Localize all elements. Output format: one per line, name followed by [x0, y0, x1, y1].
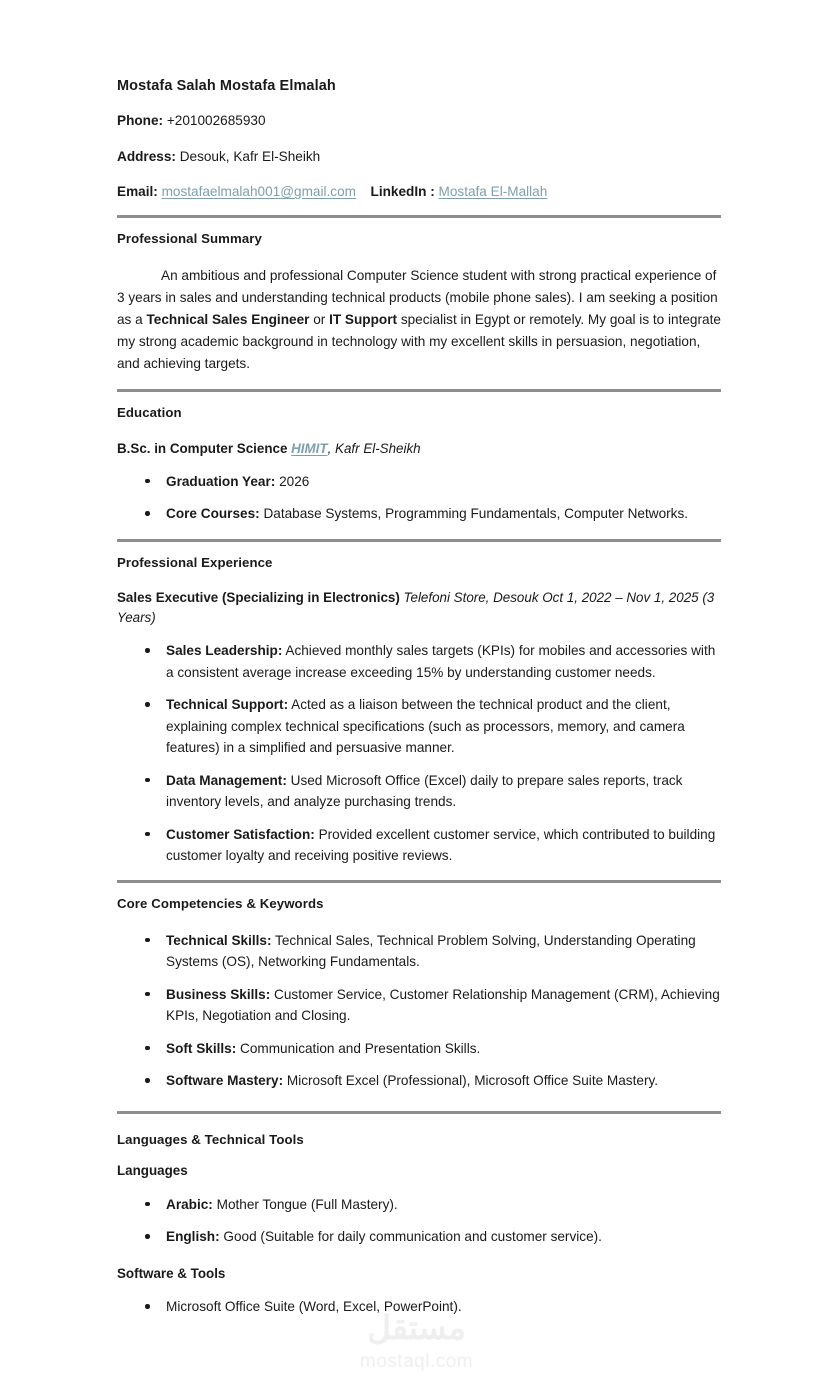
list-item	[117, 984, 721, 1027]
phone-label: Phone:	[117, 113, 164, 129]
bullet-text: Communication and Presentation Skills.	[236, 1040, 481, 1056]
watermark-arabic-logo: مستقل	[367, 1309, 466, 1346]
section-core-competencies	[117, 896, 721, 1091]
bullet-text: Achieved monthly sales targets (KPIs) for mobiles and accessories with a consistent average increase exceeding 15% by understanding customer needs.	[166, 643, 716, 680]
bullet-label: English:	[166, 1229, 220, 1245]
spacer	[117, 1248, 721, 1264]
section-title-competencies: Core Competencies & Keywords	[117, 896, 324, 912]
divider-after-competencies	[117, 1092, 721, 1132]
section-divider	[117, 389, 721, 392]
summary-bold-2: IT Support	[329, 311, 398, 327]
header-block	[117, 78, 721, 201]
bullet-text: Microsoft Office Suite (Word, Excel, PowerPoint).	[166, 1299, 462, 1315]
summary-text-2: or	[309, 311, 330, 327]
list-item	[117, 694, 721, 758]
languages-bullet-list	[117, 1194, 721, 1248]
bullet-text: Good (Suitable for daily communication and customer service).	[219, 1229, 602, 1245]
address-label: Address:	[117, 148, 176, 164]
bullet-text: Technical Sales, Technical Problem Solving, Understanding Operating Systems (OS), Networking Fundamentals.	[166, 932, 696, 970]
bullet-text: Mother Tongue (Full Mastery).	[212, 1196, 398, 1212]
bullet-text: Used Microsoft Office (Excel) daily to prepare sales reports, track inventory levels, and analyze purchasing trends.	[166, 772, 683, 810]
bullet-text: Customer Service, Customer Relationship Management (CRM), Achieving KPIs, Negotiation and Closing.	[166, 986, 720, 1024]
section-title-education: Education	[117, 405, 182, 420]
bullet-text: Provided excellent customer service, which contributed to building customer loyalty and receiving positive reviews.	[166, 826, 716, 863]
email-label: Email:	[117, 184, 158, 200]
bullet-label: Soft Skills:	[166, 1040, 237, 1056]
divider-after-education	[117, 525, 721, 555]
section-professional-experience	[117, 555, 721, 867]
section-divider	[117, 880, 721, 883]
section-languages-tools	[117, 1132, 721, 1318]
list-item	[117, 1194, 721, 1215]
mostaql-watermark	[0, 1311, 833, 1371]
divider-after-header	[117, 201, 721, 231]
divider-after-experience	[117, 866, 721, 896]
watermark-domain-text: mostaql.com	[359, 1351, 474, 1372]
competencies-bullet-list	[117, 930, 721, 1092]
divider-after-summary	[117, 375, 721, 405]
section-title-experience: Professional Experience	[117, 554, 273, 570]
summary-paragraph	[117, 265, 721, 375]
bullet-text: 2026	[275, 473, 310, 489]
bullet-text: Database Systems, Programming Fundamentals, Computer Networks.	[259, 506, 689, 522]
bullet-label: Technical Support:	[166, 697, 289, 713]
list-item	[117, 1070, 721, 1091]
section-education	[117, 405, 721, 525]
section-divider	[117, 539, 721, 542]
list-item	[117, 1226, 721, 1247]
linkedin-link[interactable]: Mostafa El-Mallah	[438, 184, 548, 200]
education-degree-line	[117, 439, 721, 458]
address-value: Desouk, Kafr El-Sheikh	[179, 148, 321, 164]
list-item	[117, 1038, 721, 1059]
address-line	[117, 148, 721, 166]
section-divider	[117, 215, 721, 218]
experience-bullet-list	[117, 640, 721, 866]
phone-value: +201002685930	[166, 113, 266, 129]
bullet-label: Graduation Year:	[166, 473, 276, 489]
email-link[interactable]: mostafaelmalah001@gmail.com	[161, 184, 356, 200]
list-item	[117, 471, 721, 492]
bullet-label: Data Management:	[166, 772, 287, 788]
list-item	[117, 770, 721, 813]
education-degree: B.Sc. in Computer Science	[117, 440, 288, 456]
bullet-label: Business Skills:	[166, 986, 271, 1002]
list-item	[117, 640, 721, 683]
bullet-label: Customer Satisfaction:	[166, 826, 315, 842]
email-linkedin-line	[117, 183, 721, 201]
bullet-label: Technical Skills:	[166, 932, 272, 948]
bullet-text: Acted as a liaison between the technical product and the client, explaining complex technical specifications (such as processors, memory, and camera features) in a simplified and persuasive manner.	[166, 697, 685, 756]
bullet-text: Microsoft Excel (Professional), Microsoft Office Suite Mastery.	[283, 1073, 659, 1089]
education-location: , Kafr El-Sheikh	[327, 440, 421, 456]
bullet-label: Sales Leadership:	[166, 643, 283, 659]
section-title-languages-tools: Languages & Technical Tools	[117, 1131, 304, 1147]
list-item	[117, 503, 721, 524]
summary-text-3: specialist in Egypt or remotely. My goal is to integrate my strong academic background in technology with my excellent skills in persuasion, negotiation, and achieving targets.	[117, 311, 721, 371]
list-item	[117, 930, 721, 973]
subsection-title-software: Software & Tools	[117, 1265, 226, 1281]
summary-text-1: An ambitious and professional Computer Science student with strong practical experience of 3 years in sales and understanding technical products (mobile phone sales). I am seeking a position as a	[117, 267, 718, 327]
bullet-label: Core Courses:	[166, 506, 260, 522]
bullet-label: Software Mastery:	[166, 1073, 284, 1089]
education-bullet-list	[117, 471, 721, 525]
experience-role: Sales Executive (Specializing in Electronics)	[117, 590, 400, 606]
section-professional-summary	[117, 231, 721, 375]
education-institution-link[interactable]: HIMIT	[291, 440, 328, 456]
phone-line	[117, 112, 721, 130]
linkedin-label: LinkedIn :	[370, 184, 435, 200]
experience-dates: Oct 1, 2022 – Nov 1, 2025 (3 Years)	[117, 590, 715, 625]
section-title-summary: Professional Summary	[117, 231, 262, 247]
experience-company: Telefoni Store, Desouk	[403, 590, 539, 606]
section-divider	[117, 1111, 721, 1114]
subsection-title-languages: Languages	[117, 1163, 188, 1179]
resume-document	[117, 78, 721, 1318]
bullet-label: Arabic:	[166, 1196, 213, 1212]
summary-bold-1: Technical Sales Engineer	[146, 311, 310, 327]
experience-role-line	[117, 588, 721, 627]
list-item	[117, 824, 721, 867]
candidate-name: Mostafa Salah Mostafa Elmalah	[117, 78, 336, 94]
